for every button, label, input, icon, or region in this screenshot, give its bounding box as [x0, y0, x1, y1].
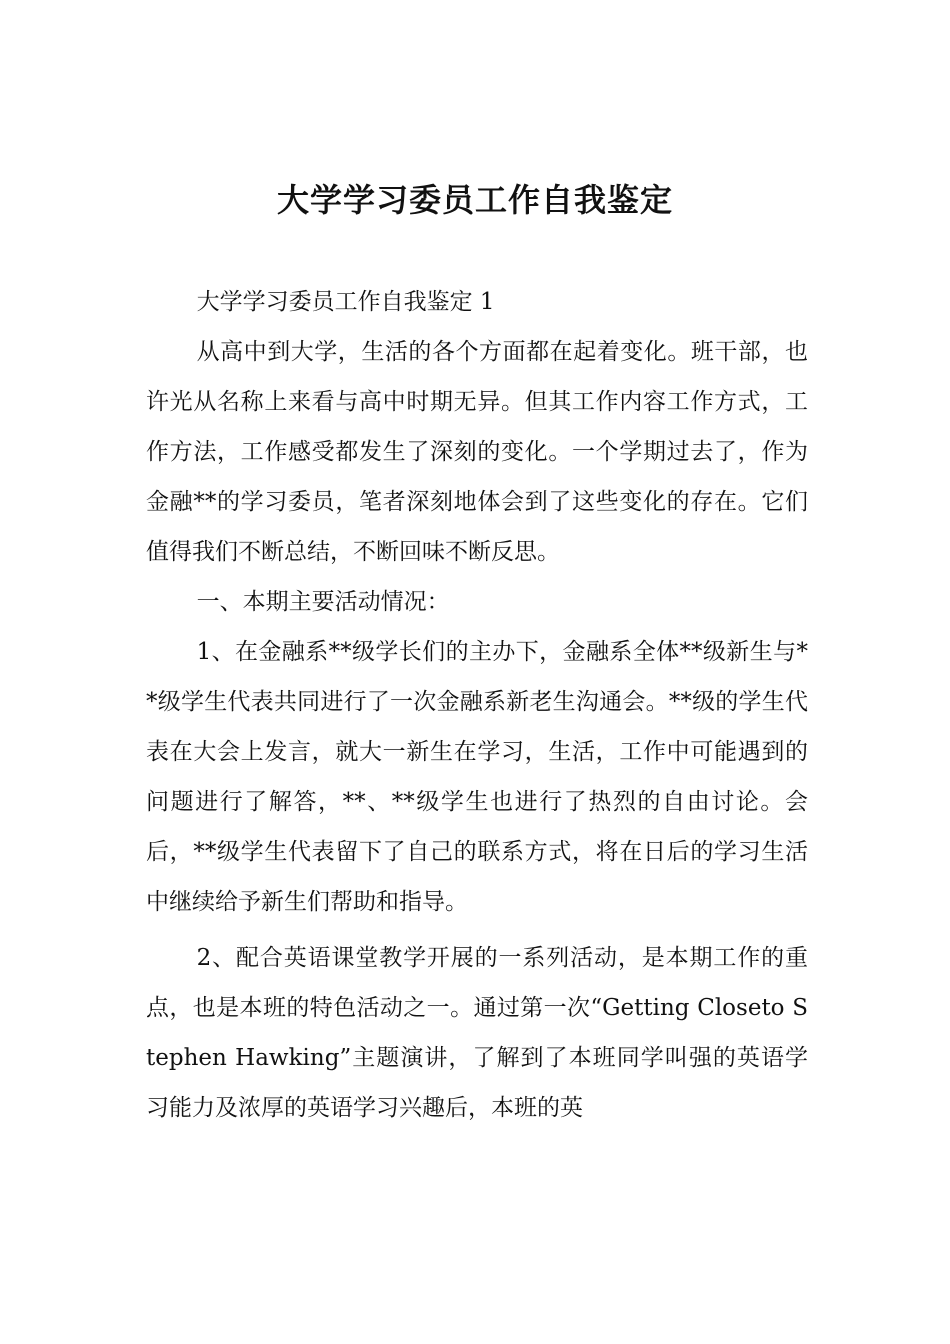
paragraph-intro: 从高中到大学，生活的各个方面都在起着变化。班干部，也许光从名称上来看与高中时期无异。但其工作内容工作方式，工作方法，工作感受都发生了深刻的变化。一个学期过去了，作为金融**的学习委员，笔者深刻地体会到了这些变化的存在。它们值得我们不断总结，不断回味不断反思。 [146, 339, 808, 565]
paragraph-item-2: 2、配合英语课堂教学开展的一系列活动，是本期工作的重点，也是本班的特色活动之一。通过第一次“Getting Closeto Stephen Hawking”主题演讲，了解到了本班同学叫强的英语学习能力及浓厚的英语学习兴趣后，本班的英 [146, 945, 808, 1121]
document-title: 大学学习委员工作自我鉴定 [276, 181, 673, 219]
section-heading-activities: 一、本期主要活动情况： [196, 589, 450, 615]
paragraph-item-1: 1、在金融系**级学长们的主办下，金融系全体**级新生与**级学生代表共同进行了一次金融系新老生沟通会。**级的学生代表在大会上发言，就大一新生在学习，生活，工作中可能遇到的问题进行了解答，**、**级学生也进行了热烈的自由讨论。会后，**级学生代表留下了自己的联系方式，将在日后的学习生活中继续给予新生们帮助和指导。 [146, 639, 808, 915]
section-heading: 大学学习委员工作自我鉴定 1 [196, 289, 495, 315]
document-body [146, 277, 808, 1133]
